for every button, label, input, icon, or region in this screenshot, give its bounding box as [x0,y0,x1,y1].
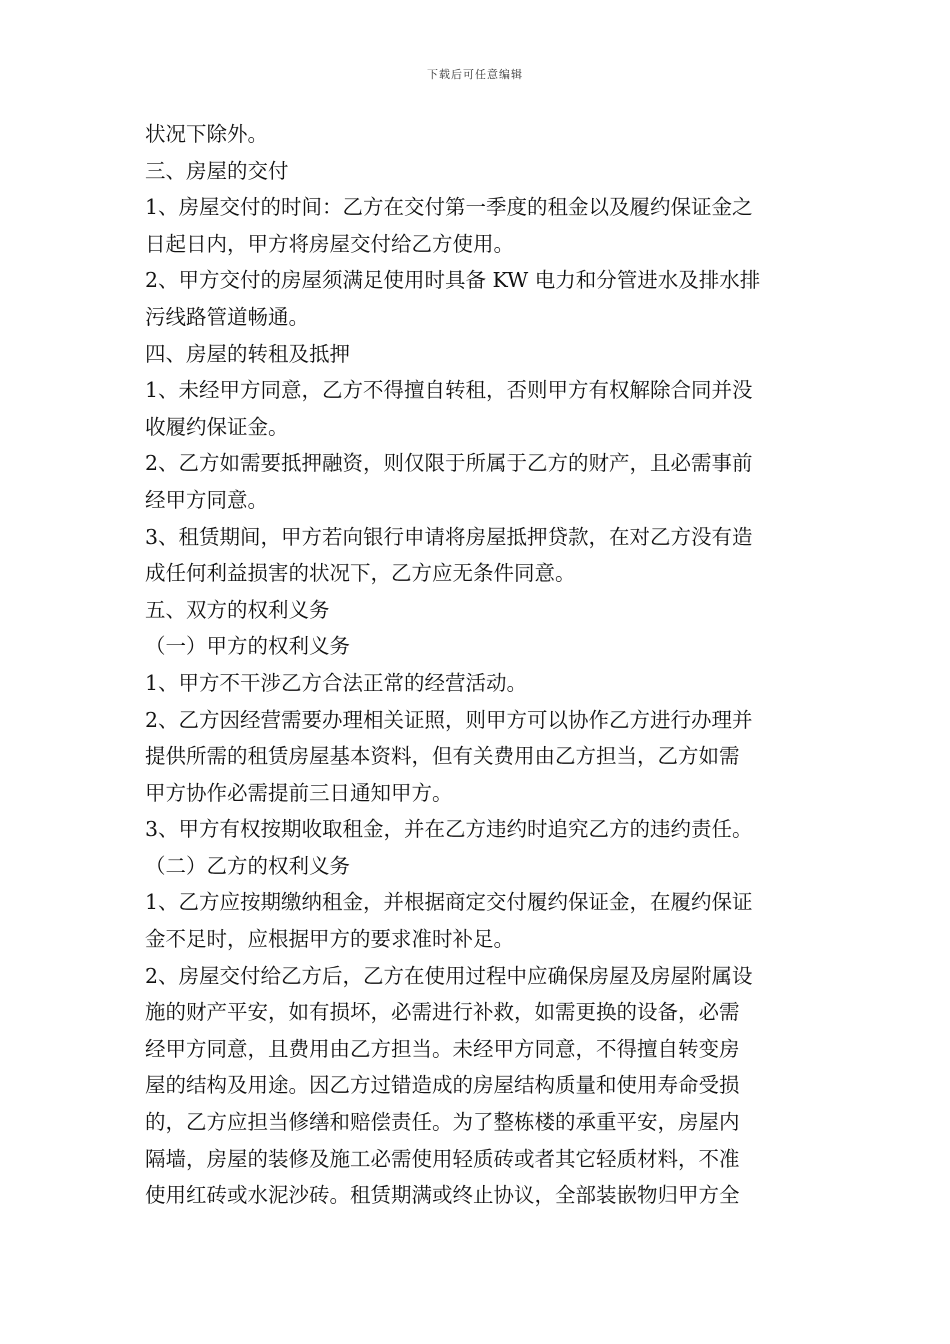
text-line: 2、房屋交付给乙方后，乙方在使用过程中应确保房屋及房屋附属设 [145,963,753,988]
document-body [145,116,805,1214]
text-line: 提供所需的租赁房屋基本资料，但有关费用由乙方担当，乙方如需 [145,744,740,769]
text-line: 使用红砖或水泥沙砖。租赁期满或终止协议，全部装嵌物归甲方全 [145,1183,740,1208]
text-line: 3、甲方有权按期收取租金，并在乙方违约时追究乙方的违约责任。 [145,817,753,842]
text-line: 收履约保证金。 [145,414,289,439]
text-line: 3、租赁期间，甲方若向银行申请将房屋抵押贷款，在对乙方没有造 [145,524,753,549]
section-heading: 四、房屋的转租及抵押 [145,341,350,366]
page-header: 下载后可任意编辑 [427,68,523,81]
text-line: 经甲方同意，且费用由乙方担当。未经甲方同意，不得擅自转变房 [145,1036,740,1061]
text-line: 甲方协作必需提前三日通知甲方。 [145,780,453,805]
text-line: 2、乙方因经营需要办理相关证照，则甲方可以协作乙方进行办理并 [145,707,753,732]
text-line: 状况下除外。 [145,122,268,146]
text-line: 的，乙方应担当修缮和赔偿责任。为了整栋楼的承重平安，房屋内 [145,1110,740,1135]
text-line: 2、甲方交付的房屋须满足使用时具备 KW 电力和分管进水及排水排 [145,268,761,293]
subsection-heading: （二）乙方的权利义务 [145,853,350,878]
text-line: 屋的结构及用途。因乙方过错造成的房屋结构质量和使用寿命受损 [145,1073,740,1098]
text-line: 2、乙方如需要抵押融资，则仅限于所属于乙方的财产，且必需事前 [145,451,753,476]
text-line: 成任何利益损害的状况下，乙方应无条件同意。 [145,561,576,586]
text-line: 1、乙方应按期缴纳租金，并根据商定交付履约保证金，在履约保证 [145,890,753,915]
subsection-heading: （一）甲方的权利义务 [145,634,350,659]
text-line: 1、甲方不干涉乙方合法正常的经营活动。 [145,670,528,695]
text-line: 经甲方同意。 [145,487,268,512]
text-line: 隔墙，房屋的装修及施工必需使用轻质砖或者其它轻质材料，不准 [145,1146,740,1171]
text-line: 施的财产平安，如有损坏，必需进行补救，如需更换的设备，必需 [145,1000,740,1025]
text-line: 污线路管道畅通。 [145,304,309,329]
text-line: 金不足时，应根据甲方的要求准时补足。 [145,927,514,952]
text-line: 1、未经甲方同意，乙方不得擅自转租，否则甲方有权解除合同并没 [145,378,753,403]
section-heading: 五、双方的权利义务 [145,597,330,622]
text-line: 1、房屋交付的时间：乙方在交付第一季度的租金以及履约保证金之 [145,195,753,220]
text-line: 日起日内，甲方将房屋交付给乙方使用。 [145,231,514,256]
section-heading: 三、房屋的交付 [145,158,289,183]
